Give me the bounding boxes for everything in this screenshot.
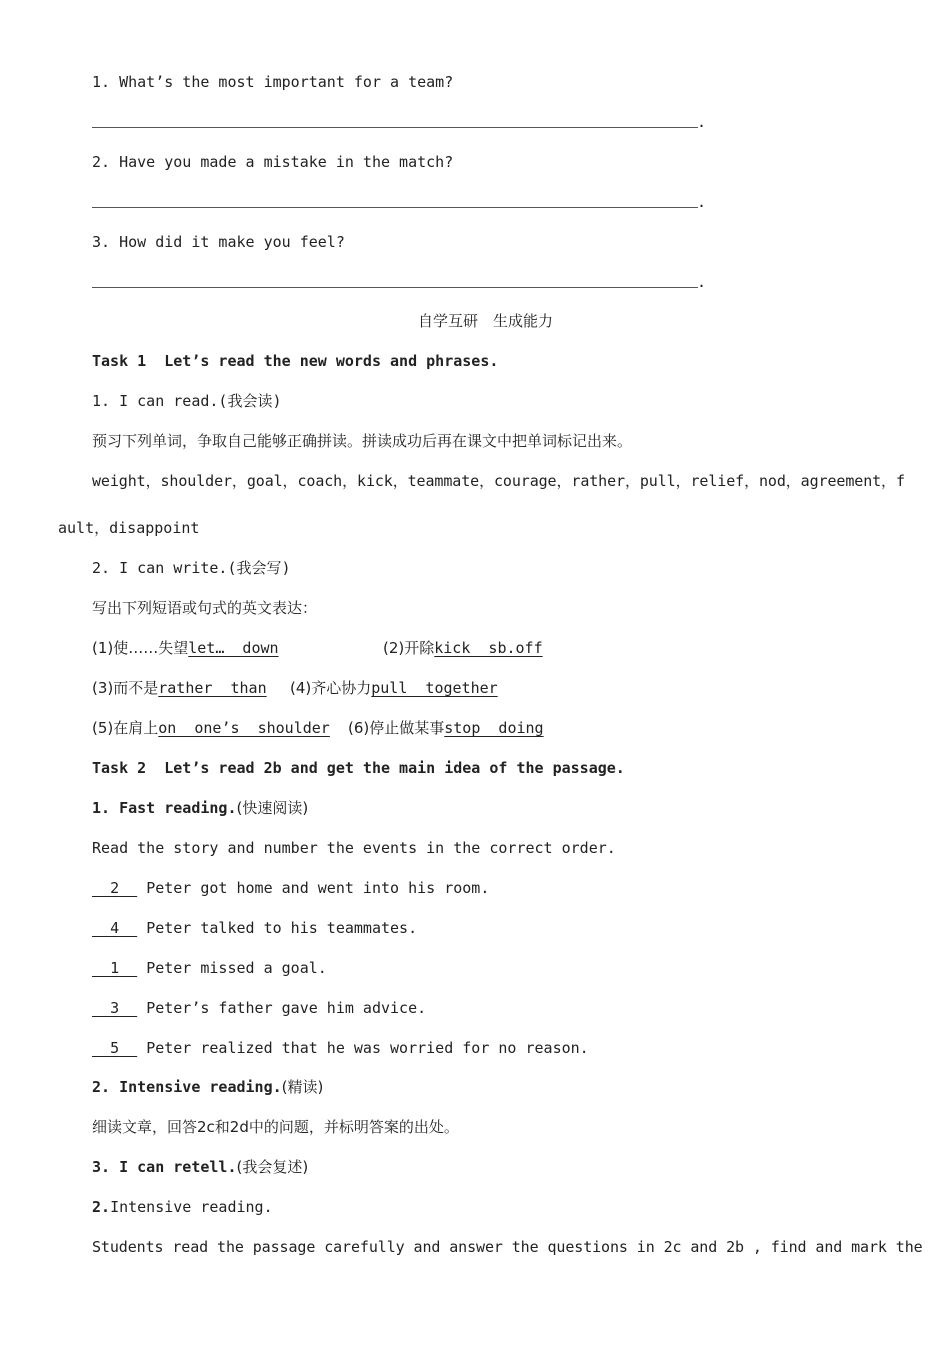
event-text: Peter missed a goal. [146,959,327,977]
phrase-item [383,638,543,658]
question-number: 2. [92,153,111,171]
retell-title-cn: (我会复述) [236,1158,309,1176]
event-text: Peter realized that he was worried for no reason. [146,1039,589,1057]
retell-title [92,1157,308,1177]
event-text: Peter got home and went into his room. [146,879,490,897]
read-title: 1. I can read.(我会读) [92,392,282,410]
phrase-answer: rather than [158,679,267,697]
intensive-reading-en-instruction: Students read the passage carefully and answer the questions in 2c and 2b , find and mark the [92,1238,923,1256]
event-answer[interactable] [92,999,137,1017]
answer-line-end: . [697,113,707,131]
phrase-label: (4)齐心协力 [290,679,372,697]
task2-title: Task 2 Let’s read 2b and get the main idea of the passage. [92,759,625,777]
event-answer[interactable] [92,879,137,897]
intensive-reading-en-text: Intensive reading. [110,1198,273,1216]
intensive-reading-instruction: 细读文章，回答2c和2d中的问题，并标明答案的出处。 [92,1118,459,1136]
section-heading: 自学互研 生成能力 [418,312,554,330]
read-instruction: 预习下列单词，争取自己能够正确拼读。拼读成功后再在课文中把单词标记出来。 [92,432,633,450]
fast-reading-title-en: 1. Fast reading. [92,799,237,817]
event-answer[interactable] [92,919,137,937]
event-answer-value: 4 [110,919,120,937]
phrase-label: (6)停止做某事 [348,719,445,737]
answer-line-1[interactable] [92,127,698,128]
question-number: 3. [92,233,111,251]
event-answer[interactable] [92,1039,137,1057]
event-item [92,1038,589,1058]
answer-line-2[interactable] [92,207,698,208]
phrase-label: (5)在肩上 [92,719,159,737]
phrase-label: (3)而不是 [92,679,159,697]
phrase-answer: pull together [371,679,498,697]
intensive-reading-title [92,1077,323,1097]
question-text: What’s the most important for a team? [119,73,454,91]
phrase-item [92,638,279,658]
event-answer[interactable] [92,959,137,977]
event-answer-value: 2 [110,879,120,897]
phrase-answer: on one’s shoulder [158,719,330,737]
intensive-reading-title-en: 2. Intensive reading. [92,1078,282,1096]
write-instruction: 写出下列短语或句式的英文表达： [92,599,318,617]
phrase-item [92,678,267,698]
write-title: 2. I can write.(我会写) [92,559,291,577]
phrase-item [348,718,544,738]
phrase-label: (2)开除 [383,639,435,657]
event-answer-value: 3 [110,999,120,1017]
event-text: Peter’s father gave him advice. [146,999,427,1017]
phrase-answer: stop doing [444,719,544,737]
intensive-reading-title-cn: (精读) [281,1078,324,1096]
phrase-item [290,678,498,698]
word-list-line-2: ault，disappoint [58,519,200,537]
event-item [92,958,327,978]
task1-title: Task 1 Let’s read the new words and phrases. [92,352,499,370]
phrase-answer: kick sb.off [434,639,543,657]
fast-reading-title-cn: (快速阅读) [236,799,309,817]
word-list-line-1: weight，shoulder，goal，coach，kick，teammate，courage，rather，pull，relief，nod，agreement，f [92,472,905,490]
fast-reading-instruction: Read the story and number the events in the correct order. [92,839,616,857]
event-item [92,998,426,1018]
event-item [92,918,417,938]
event-item [92,878,489,898]
intensive-reading-en-title [92,1197,273,1217]
fast-reading-title [92,798,308,818]
intensive-reading-en-number: 2. [92,1198,111,1216]
phrase-answer: let… down [188,639,279,657]
phrase-item [92,718,330,738]
question-text: Have you made a mistake in the match? [119,153,454,171]
retell-title-en: 3. I can retell. [92,1158,237,1176]
question-number: 1. [92,73,111,91]
phrase-label: (1)使……失望 [92,639,189,657]
event-answer-value: 5 [110,1039,120,1057]
question-2 [92,152,453,172]
answer-line-end: . [697,273,707,291]
question-text: How did it make you feel? [119,233,345,251]
question-3 [92,232,345,252]
answer-line-end: . [697,193,707,211]
event-text: Peter talked to his teammates. [146,919,418,937]
event-answer-value: 1 [110,959,120,977]
question-1 [92,72,453,92]
answer-line-3[interactable] [92,287,698,288]
